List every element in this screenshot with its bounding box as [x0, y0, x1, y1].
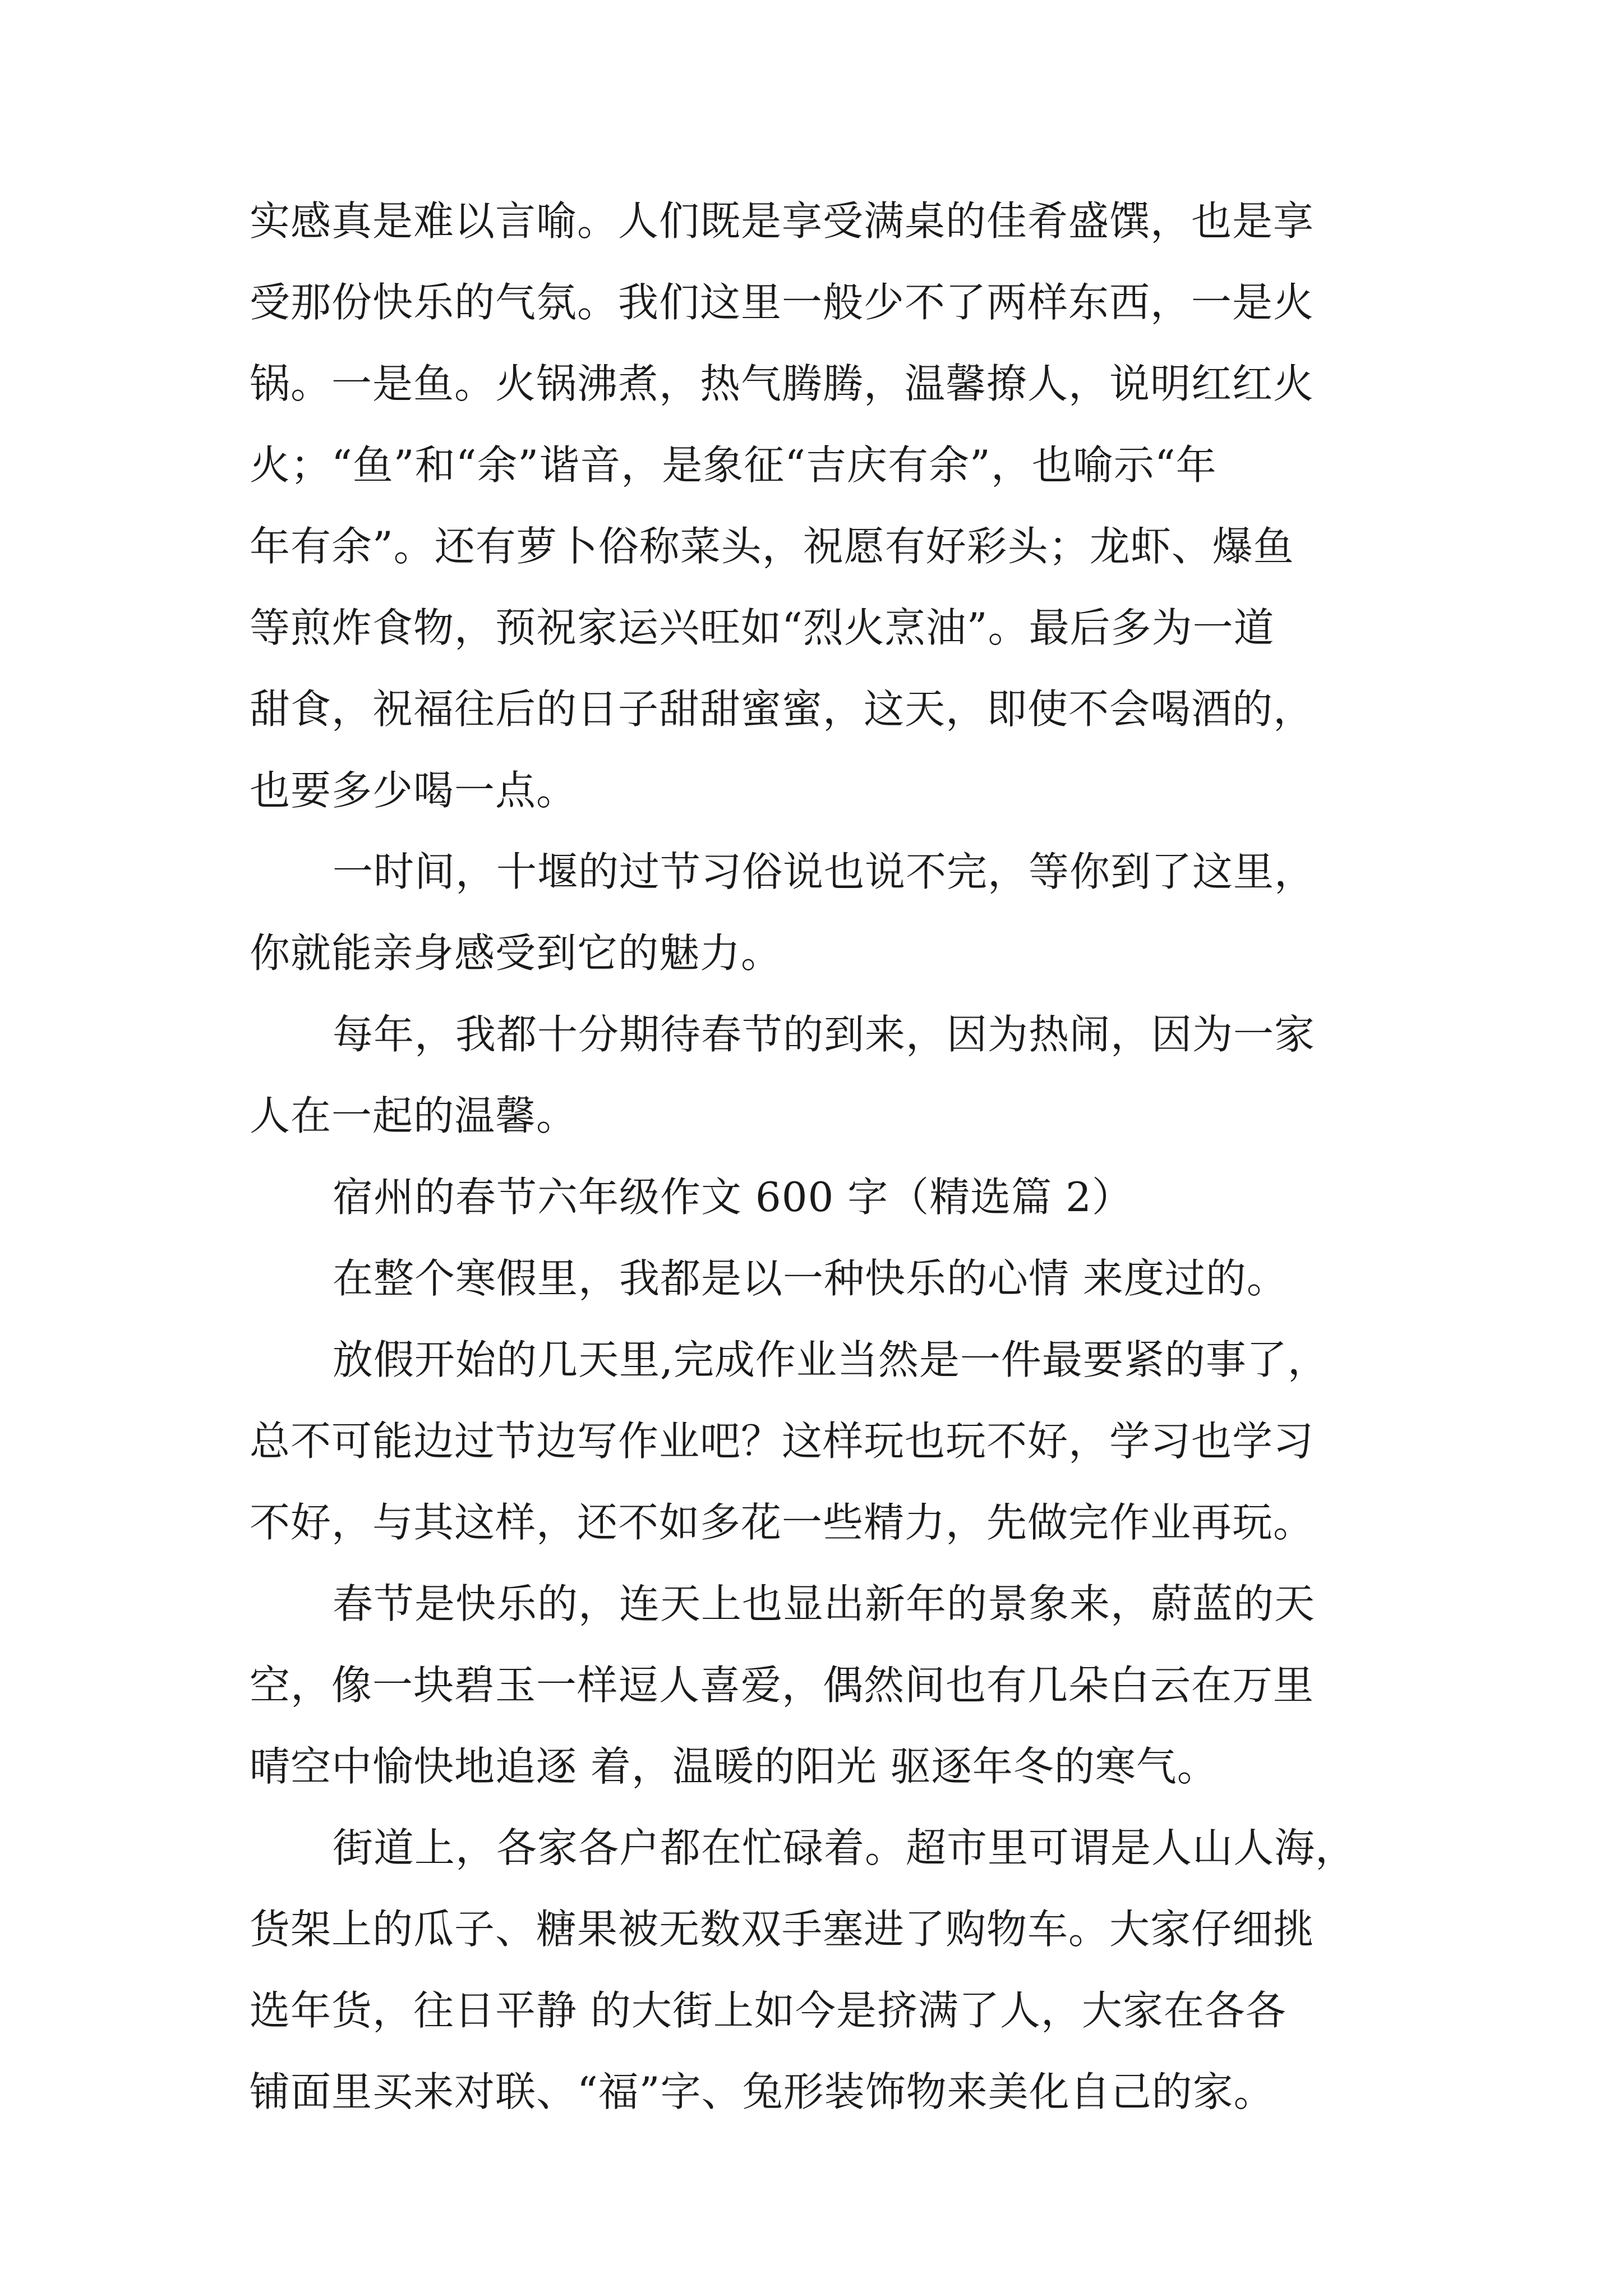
text-line: 货架上的瓜子、糖果被无数双手塞进了购物车。大家仔细挑	[250, 1906, 1315, 1953]
text-line: 选年货，往日平静 的大街上如今是挤满了人，大家在各各	[250, 1987, 1287, 2034]
text-line: 春节是快乐的，连天上也显出新年的景象来，蔚蓝的天	[333, 1580, 1316, 1627]
text-line: 空，像一块碧玉一样逗人喜爱，偶然间也有几朵白云在万里	[250, 1662, 1315, 1709]
text-line: 实感真是难以言喻。人们既是享受满桌的佳肴盛馔，也是享	[250, 197, 1315, 245]
text-line: 火；“鱼”和“余”谐音，是象征“吉庆有余”，也喻示“年	[250, 441, 1217, 489]
text-line: 铺面里买来对联、“福”字、兔形装饰物来美化自己的家。	[250, 2068, 1275, 2115]
text-line: 总不可能边过节边写作业吧？这样玩也玩不好，学习也学习	[250, 1418, 1315, 1465]
text-line: 在整个寒假里，我都是以一种快乐的心情 来度过的。	[333, 1255, 1288, 1302]
document-body	[250, 197, 1394, 2153]
text-line: 不好，与其这样，还不如多花一些精力，先做完作业再玩。	[250, 1499, 1315, 1546]
section-heading: 宿州的春节六年级作文 600 字（精选篇 2）	[333, 1174, 1133, 1221]
text-line: 年有余”。还有萝卜俗称菜头，祝愿有好彩头；龙虾、爆鱼	[250, 523, 1294, 570]
text-line: 锅。一是鱼。火锅沸煮，热气腾腾，温馨撩人，说明红红火	[250, 360, 1315, 407]
text-line: 甜食，祝福往后的日子甜甜蜜蜜，这天，即使不会喝酒的，	[250, 685, 1315, 733]
text-line: 等煎炸食物，预祝家运兴旺如“烈火烹油”。最后多为一道	[250, 604, 1275, 651]
text-line: 一时间，十堰的过节习俗说也说不完，等你到了这里，	[333, 848, 1316, 895]
text-line: 受那份快乐的气氛。我们这里一般少不了两样东西，一是火	[250, 279, 1315, 326]
text-line: 每年，我都十分期待春节的到来，因为热闹，因为一家	[333, 1011, 1316, 1058]
text-line: 街道上，各家各户都在忙碌着。超市里可谓是人山人海，	[333, 1824, 1357, 1871]
text-line: 人在一起的温馨。	[250, 1092, 578, 1139]
text-line: 放假开始的几天里,完成作业当然是一件最要紧的事了，	[333, 1336, 1329, 1383]
text-line: 你就能亲身感受到它的魅力。	[250, 930, 782, 977]
text-line: 也要多少喝一点。	[250, 767, 578, 814]
text-line: 晴空中愉快地追逐 着，温暖的阳光 驱逐年冬的寒气。	[250, 1743, 1218, 1790]
